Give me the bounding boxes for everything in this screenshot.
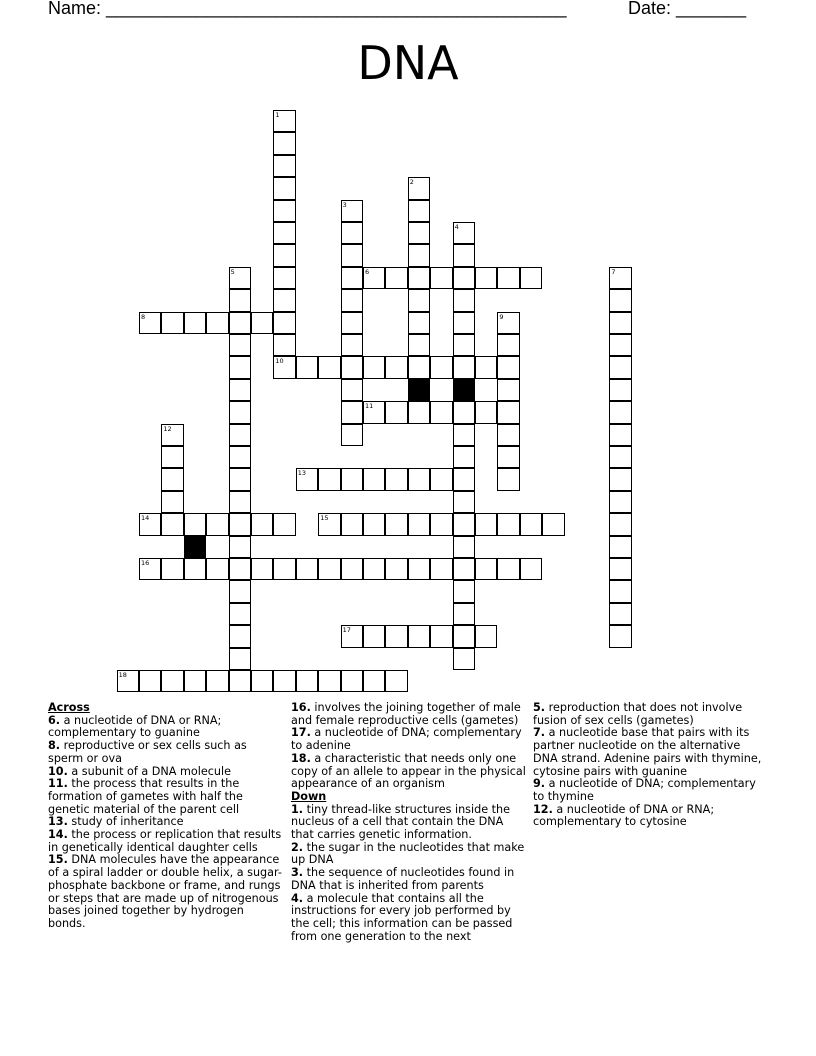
crossword-cell[interactable]	[296, 558, 318, 580]
crossword-cell[interactable]	[184, 312, 206, 334]
crossword-cell[interactable]	[453, 424, 475, 446]
crossword-cell[interactable]	[430, 558, 452, 580]
clue-item-number: 14.	[48, 828, 68, 842]
crossword-cell[interactable]	[273, 334, 295, 356]
clue-item-number: 11.	[48, 777, 68, 791]
clue-item-text: study of inheritance	[67, 815, 184, 829]
clue-item-number: 15.	[48, 853, 68, 867]
clue-column-1	[48, 702, 283, 931]
crossword-cell[interactable]	[497, 468, 519, 490]
crossword-cell[interactable]	[139, 513, 161, 535]
clue-item	[533, 778, 768, 803]
clue-item	[48, 778, 283, 816]
crossword-cell[interactable]	[273, 289, 295, 311]
crossword-cell[interactable]	[609, 334, 631, 356]
clue-item-text: reproductive or sex cells such as sperm or ova	[48, 739, 247, 765]
crossword-cell[interactable]	[341, 222, 363, 244]
crossword-cell[interactable]	[229, 491, 251, 513]
crossword-cell[interactable]	[229, 356, 251, 378]
clue-number: 5	[230, 267, 235, 276]
crossword-cell[interactable]	[475, 513, 497, 535]
crossword-cell[interactable]	[453, 603, 475, 625]
crossword-cell[interactable]	[385, 513, 407, 535]
crossword-cell[interactable]	[273, 558, 295, 580]
page-title: DNA	[357, 36, 459, 90]
crossword-cell[interactable]	[385, 468, 407, 490]
crossword-cell[interactable]	[341, 200, 363, 222]
crossword-cell[interactable]	[363, 401, 385, 423]
crossword-cell[interactable]	[273, 177, 295, 199]
crossword-cell[interactable]	[318, 356, 340, 378]
crossword-cell[interactable]	[139, 312, 161, 334]
crossword-cell[interactable]	[184, 670, 206, 692]
crossword-cell[interactable]	[363, 468, 385, 490]
date-field: Date: _______	[628, 0, 747, 18]
crossword-cell[interactable]	[341, 513, 363, 535]
crossword-cell[interactable]	[251, 312, 273, 334]
crossword-cell[interactable]	[341, 334, 363, 356]
crossword-cell[interactable]	[341, 244, 363, 266]
clue-column-3	[533, 702, 768, 829]
clue-item-text: a nucleotide of DNA or RNA; complementary to cytosine	[533, 802, 715, 829]
clue-number: 4	[454, 223, 459, 231]
clue-section-heading: Down	[291, 789, 327, 803]
crossword-cell[interactable]	[453, 468, 475, 490]
crossword-cell[interactable]	[453, 401, 475, 423]
clue-number: 7	[611, 267, 616, 276]
crossword-cell[interactable]	[430, 468, 452, 490]
crossword-cell[interactable]	[520, 267, 542, 289]
crossword-cell[interactable]	[161, 491, 183, 513]
clue-item-text: involves the joining together of male and female reproductive cells (gametes)	[291, 701, 521, 727]
crossword-cell[interactable]	[453, 536, 475, 558]
clue-item-number: 1.	[291, 802, 304, 816]
crossword-cell[interactable]	[497, 558, 519, 580]
crossword-cell[interactable]	[296, 356, 318, 378]
crossword-cell[interactable]	[408, 625, 430, 647]
clue-number: 12	[163, 424, 172, 433]
crossword-cell[interactable]	[453, 648, 475, 670]
clue-item-number: 10.	[48, 764, 68, 778]
crossword-cell[interactable]	[497, 356, 519, 378]
crossword-cell[interactable]	[609, 356, 631, 378]
crossword-cell[interactable]	[117, 670, 139, 692]
crossword-cell[interactable]	[229, 401, 251, 423]
crossword-cell[interactable]	[385, 670, 407, 692]
crossword-cell[interactable]	[453, 244, 475, 266]
crossword-cell[interactable]	[453, 267, 475, 289]
crossword-cell[interactable]	[161, 513, 183, 535]
crossword-cell[interactable]	[609, 267, 631, 289]
crossword-cell[interactable]	[475, 625, 497, 647]
clue-item	[291, 727, 526, 752]
crossword-cell[interactable]	[273, 356, 295, 378]
crossword-cell[interactable]	[408, 558, 430, 580]
crossword-cell[interactable]	[341, 312, 363, 334]
crossword-cell[interactable]	[385, 267, 407, 289]
crossword-cell[interactable]	[609, 289, 631, 311]
clue-item	[48, 740, 283, 765]
crossword-cell[interactable]	[497, 379, 519, 401]
crossword-cell[interactable]	[273, 222, 295, 244]
clue-item-number: 13.	[48, 815, 68, 829]
crossword-cell[interactable]	[609, 536, 631, 558]
crossword-cell[interactable]	[430, 513, 452, 535]
crossword-cell[interactable]	[273, 155, 295, 177]
crossword-cell[interactable]	[341, 670, 363, 692]
crossword-cell[interactable]	[453, 491, 475, 513]
crossword-cell[interactable]	[229, 513, 251, 535]
clue-item-text: the process or replication that results in genetically identical daughter cells	[48, 828, 282, 854]
crossword-cell[interactable]	[475, 558, 497, 580]
clue-number: 3	[342, 200, 347, 209]
name-field: Name: ______________________________________________	[48, 0, 567, 18]
crossword-cell[interactable]	[542, 513, 564, 535]
clue-item-text: tiny thread-like structures inside the nucleus of a cell that contain the DNA that carries genetic information.	[291, 802, 510, 842]
clue-item-text: a characteristic that needs only one copy of an allele to appear in the physical appearance of an organism	[291, 751, 526, 791]
crossword-cell[interactable]	[341, 424, 363, 446]
crossword-cell[interactable]	[318, 513, 340, 535]
crossword-cell[interactable]	[273, 244, 295, 266]
clue-item-text: a nucleotide of DNA or RNA; complementary to guanine	[48, 713, 222, 740]
crossword-cell[interactable]	[318, 558, 340, 580]
black-cell	[408, 379, 430, 401]
clue-number: 10	[275, 357, 284, 366]
crossword-cell[interactable]	[229, 536, 251, 558]
clue-number: 1	[275, 111, 280, 119]
clue-item-number: 9.	[533, 777, 546, 791]
crossword-cell[interactable]	[206, 513, 228, 535]
crossword-cell[interactable]	[229, 267, 251, 289]
crossword-cell[interactable]	[273, 110, 295, 132]
clue-column-2	[291, 702, 526, 943]
crossword-cell[interactable]	[229, 446, 251, 468]
crossword-cell[interactable]	[609, 491, 631, 513]
crossword-cell[interactable]	[363, 356, 385, 378]
crossword-cell[interactable]	[206, 558, 228, 580]
clue-number: 11	[365, 402, 374, 411]
crossword-cell[interactable]	[408, 200, 430, 222]
clue-number: 13	[297, 469, 307, 478]
crossword-cell[interactable]	[363, 625, 385, 647]
clue-item	[291, 842, 526, 867]
crossword-cell[interactable]	[341, 468, 363, 490]
clue-item-text: the sugar in the nucleotides that make up DNA	[291, 840, 525, 867]
clue-item	[291, 893, 526, 944]
crossword-cell[interactable]	[229, 379, 251, 401]
crossword-cell[interactable]	[318, 468, 340, 490]
crossword-cell[interactable]	[453, 289, 475, 311]
crossword-cell[interactable]	[229, 289, 251, 311]
clue-item-text: a subunit of a DNA molecule	[67, 764, 231, 778]
crossword-cell[interactable]	[161, 468, 183, 490]
clue-item-number: 3.	[291, 866, 304, 880]
crossword-cell[interactable]	[229, 603, 251, 625]
crossword-cell[interactable]	[475, 356, 497, 378]
crossword-cell[interactable]	[497, 334, 519, 356]
crossword-cell[interactable]	[184, 513, 206, 535]
clue-item-text: reproduction that does not involve fusion of sex cells (gametes)	[533, 701, 743, 727]
crossword-cell[interactable]	[161, 446, 183, 468]
crossword-cell[interactable]	[475, 401, 497, 423]
clue-item-number: 8.	[48, 739, 61, 753]
crossword-cell[interactable]	[430, 401, 452, 423]
crossword-cell[interactable]	[609, 424, 631, 446]
crossword-cell[interactable]	[430, 356, 452, 378]
crossword-cell[interactable]	[229, 625, 251, 647]
crossword-cell[interactable]	[609, 580, 631, 602]
clue-item-number: 6.	[48, 713, 61, 727]
crossword-cell[interactable]	[609, 603, 631, 625]
black-cell	[184, 536, 206, 558]
crossword-cell[interactable]	[251, 513, 273, 535]
crossword-cell[interactable]	[341, 267, 363, 289]
crossword-cell[interactable]	[408, 356, 430, 378]
clue-item-number: 12.	[533, 802, 553, 816]
clue-item-text: a nucleotide base that pairs with its partner nucleotide on the alternative DNA strand. Adenine pairs with thymine, cytosine pairs with guanine	[533, 726, 762, 778]
crossword-cell[interactable]	[273, 200, 295, 222]
crossword-cell[interactable]	[497, 424, 519, 446]
crossword-cell[interactable]	[229, 334, 251, 356]
clue-item	[48, 829, 283, 854]
crossword-cell[interactable]	[385, 558, 407, 580]
clue-item	[291, 702, 526, 727]
crossword-cell[interactable]	[385, 625, 407, 647]
crossword-cell[interactable]	[341, 356, 363, 378]
clue-item	[291, 867, 526, 892]
crossword-cell[interactable]	[475, 267, 497, 289]
crossword-cell[interactable]	[363, 558, 385, 580]
crossword-cell[interactable]	[430, 625, 452, 647]
clue-item-text: a nucleotide of DNA; complementary to adenine	[291, 726, 522, 753]
crossword-cell[interactable]	[497, 446, 519, 468]
clue-item	[48, 854, 283, 930]
crossword-cell[interactable]	[273, 267, 295, 289]
crossword-cell[interactable]	[453, 513, 475, 535]
crossword-cell[interactable]	[206, 312, 228, 334]
clue-number: 15	[320, 514, 329, 523]
clue-item	[533, 702, 768, 727]
crossword-cell[interactable]	[296, 468, 318, 490]
clue-item-number: 4.	[291, 891, 304, 905]
crossword-cell[interactable]	[453, 222, 475, 244]
crossword-cell[interactable]	[161, 424, 183, 446]
crossword-cell[interactable]	[520, 558, 542, 580]
clue-item	[291, 804, 526, 842]
crossword-cell[interactable]	[497, 312, 519, 334]
clue-item-text: the sequence of nucleotides found in DNA that is inherited from parents	[291, 866, 515, 892]
crossword-cell[interactable]	[206, 670, 228, 692]
black-cell	[453, 379, 475, 401]
crossword-cell[interactable]	[453, 356, 475, 378]
clue-number: 14	[141, 514, 150, 523]
crossword-cell[interactable]	[453, 312, 475, 334]
clue-item-number: 2.	[291, 840, 304, 854]
crossword-cell[interactable]	[408, 468, 430, 490]
crossword-cell[interactable]	[341, 401, 363, 423]
crossword-cell[interactable]	[385, 401, 407, 423]
crossword-cell[interactable]	[408, 244, 430, 266]
crossword-cell[interactable]	[408, 222, 430, 244]
crossword-cell[interactable]	[408, 312, 430, 334]
crossword-cell[interactable]	[497, 401, 519, 423]
crossword-cell[interactable]	[497, 513, 519, 535]
crossword-cell[interactable]	[341, 558, 363, 580]
clue-item-text: a molecule that contains all the instructions for every job performed by the cell; this information can be passed from one generation to the next	[291, 891, 513, 943]
clue-item-number: 16.	[291, 701, 311, 714]
clue-item	[48, 715, 283, 740]
crossword-cell[interactable]	[251, 558, 273, 580]
crossword-cell[interactable]	[273, 513, 295, 535]
clue-number: 17	[342, 626, 351, 635]
crossword-cell[interactable]	[229, 312, 251, 334]
crossword-cell[interactable]	[609, 468, 631, 490]
clue-number: 2	[409, 178, 414, 187]
crossword-cell[interactable]	[609, 558, 631, 580]
crossword-cell[interactable]	[520, 513, 542, 535]
crossword-cell[interactable]	[341, 289, 363, 311]
crossword-cell[interactable]	[229, 424, 251, 446]
crossword-cell[interactable]	[363, 513, 385, 535]
crossword-cell[interactable]	[453, 625, 475, 647]
crossword-cell[interactable]	[139, 558, 161, 580]
crossword-cell[interactable]	[184, 558, 206, 580]
crossword-cell[interactable]	[408, 177, 430, 199]
crossword-cell[interactable]	[229, 468, 251, 490]
crossword-cell[interactable]	[408, 513, 430, 535]
crossword-cell[interactable]	[609, 446, 631, 468]
crossword-cell[interactable]	[341, 625, 363, 647]
crossword-cell[interactable]	[341, 379, 363, 401]
clue-item	[533, 727, 768, 778]
crossword-cell[interactable]	[273, 312, 295, 334]
crossword-cell[interactable]	[251, 670, 273, 692]
clue-item-number: 7.	[533, 726, 546, 740]
crossword-cell[interactable]	[273, 132, 295, 154]
crossword-cell[interactable]	[453, 334, 475, 356]
clue-item-number: 5.	[533, 701, 546, 714]
clue-item-text: a nucleotide of DNA; complementary to thymine	[533, 777, 756, 803]
crossword-cell[interactable]	[139, 670, 161, 692]
crossword-cell[interactable]	[161, 558, 183, 580]
crossword-cell[interactable]	[296, 670, 318, 692]
clue-item	[291, 753, 526, 791]
crossword-cell[interactable]	[318, 670, 340, 692]
clue-number: 18	[118, 671, 127, 679]
crossword-cell[interactable]	[408, 267, 430, 289]
clue-item	[533, 804, 768, 829]
crossword-cell[interactable]	[363, 267, 385, 289]
crossword-cell[interactable]	[609, 401, 631, 423]
crossword-cell[interactable]	[453, 558, 475, 580]
crossword-cell[interactable]	[363, 670, 385, 692]
clue-number: 16	[141, 559, 150, 567]
clue-number: 6	[365, 267, 370, 276]
crossword-cell[interactable]	[408, 334, 430, 356]
crossword-cell[interactable]	[497, 267, 519, 289]
crossword-cell[interactable]	[609, 513, 631, 535]
crossword-cell[interactable]	[229, 558, 251, 580]
clue-item-number: 17.	[291, 726, 311, 740]
crossword-cell[interactable]	[453, 580, 475, 602]
clue-number: 8	[141, 312, 146, 321]
crossword-cell[interactable]	[273, 670, 295, 692]
crossword-cell[interactable]	[609, 379, 631, 401]
crossword-cell[interactable]	[609, 625, 631, 647]
crossword-cell[interactable]	[430, 267, 452, 289]
crossword-cell[interactable]	[229, 670, 251, 692]
clue-number: 9	[499, 312, 504, 321]
crossword-cell[interactable]	[229, 648, 251, 670]
crossword-cell[interactable]	[453, 446, 475, 468]
crossword-cell[interactable]	[161, 312, 183, 334]
crossword-cell[interactable]	[408, 289, 430, 311]
crossword-cell[interactable]	[609, 312, 631, 334]
crossword-cell[interactable]	[385, 356, 407, 378]
clue-item-number: 18.	[291, 751, 311, 765]
clue-item-text: the process that results in the formation of gametes with half the genetic material of the parent cell	[48, 777, 243, 816]
clue-item-text: DNA molecules have the appearance of a spiral ladder or double helix, a sugar-phosphate backbone or frame, and rungs or steps that are made up of nitrogenous bases joined together by hydrogen bonds.	[48, 853, 282, 930]
crossword-cell[interactable]	[161, 670, 183, 692]
crossword-cell[interactable]	[408, 401, 430, 423]
crossword-cell[interactable]	[229, 580, 251, 602]
clue-section-heading: Across	[48, 701, 90, 714]
